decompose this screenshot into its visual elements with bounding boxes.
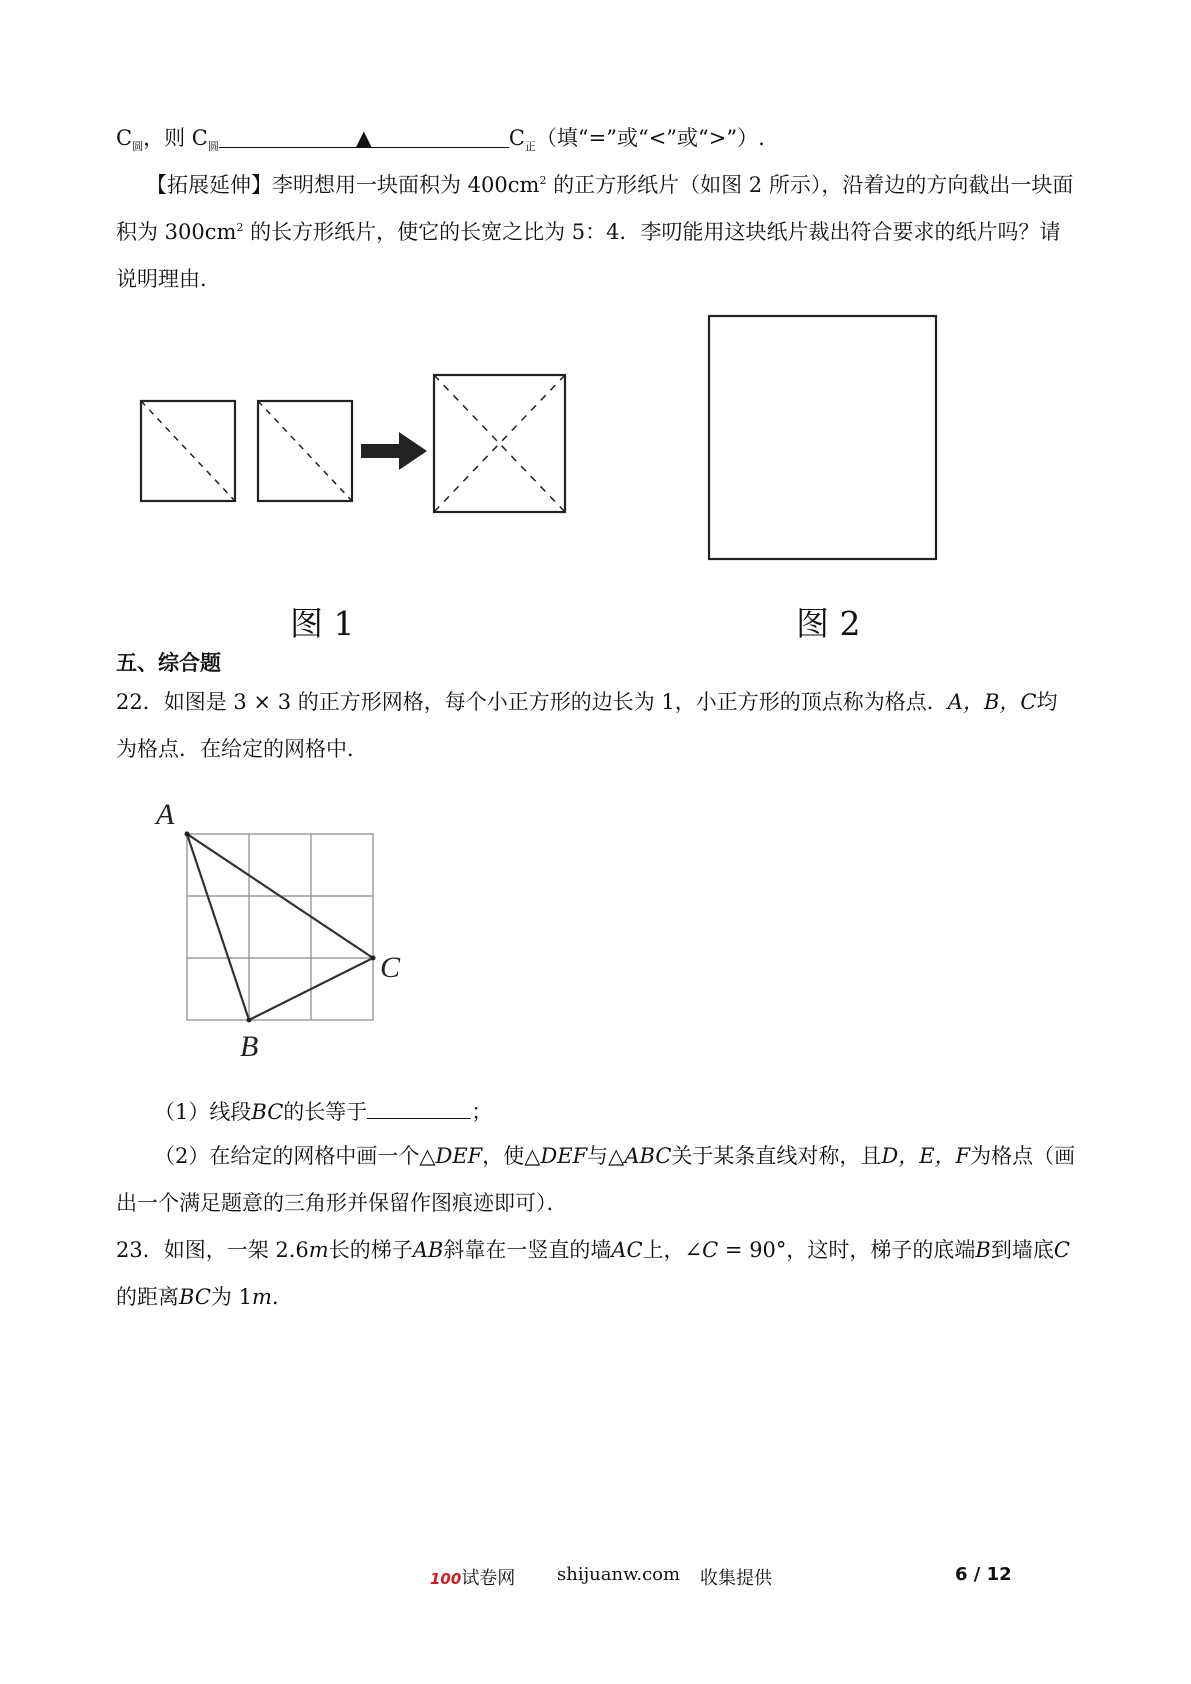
text-segment: （填“=”或“<”或“>”）. <box>535 126 765 150</box>
footer-provided: 收集提供 <box>700 1568 772 1589</box>
q22-part-2-line-2 <box>116 1188 568 1218</box>
text-segment: 斜靠在一竖直的墙 <box>443 1238 612 1262</box>
text-segment: ； <box>471 1100 493 1124</box>
triangle-marker-icon: ▲ <box>355 126 372 150</box>
subscript: 正 <box>524 140 536 153</box>
figure-2-caption: 图 2 <box>796 604 861 643</box>
text-segment: 积为 300cm <box>116 220 237 244</box>
math-text: m <box>251 1285 272 1309</box>
extension-title: 【拓展延伸】 <box>146 173 272 197</box>
q23-line-1 <box>116 1235 1070 1265</box>
text-segment: 关于某条直线对称，且 <box>671 1144 882 1168</box>
text-segment: = 90°，这时，梯子的底端 <box>718 1238 976 1262</box>
text-segment: ，使△ <box>482 1144 541 1168</box>
text-segment: 出一个满足题意的三角形并保留作图痕迹即可）． <box>116 1191 568 1215</box>
triangle-abc <box>187 834 373 1020</box>
math-text: A，B，C <box>947 690 1037 714</box>
text-segment: . <box>271 1285 279 1309</box>
q23-line-2 <box>116 1282 279 1312</box>
superscript: 2 <box>539 174 547 187</box>
text-segment: 的长等于 <box>283 1100 368 1124</box>
text-segment: 上，∠ <box>642 1238 703 1262</box>
math-text: DEF <box>540 1144 588 1168</box>
text-segment: 到墙底 <box>990 1238 1054 1262</box>
text-segment: 说明理由． <box>116 267 221 291</box>
text-segment: ，则 C <box>143 126 208 150</box>
site-name: 试卷网 <box>461 1568 516 1589</box>
grid-3x3 <box>187 834 373 1020</box>
point-b <box>247 1018 252 1023</box>
site-url[interactable]: shijuanw.com <box>557 1564 681 1585</box>
point-a <box>185 832 190 837</box>
text-segment: （2）在给定的网格中画一个△ <box>154 1144 436 1168</box>
text-segment: 为格点（画 <box>970 1144 1076 1168</box>
c-symbol: C <box>508 126 525 150</box>
figure-1 <box>141 375 565 512</box>
label-b: B <box>240 1030 259 1063</box>
figure-1-and-2 <box>0 0 1191 660</box>
q22-line-2 <box>116 734 368 764</box>
text-segment: （1）线段 <box>154 1100 252 1124</box>
text-segment: 长的梯子 <box>328 1238 413 1262</box>
superscript: 2 <box>236 221 244 234</box>
text-segment: 李明想用一块面积为 400cm <box>272 173 540 197</box>
text-segment: 与△ <box>587 1144 625 1168</box>
figure-1-caption: 图 1 <box>290 604 355 643</box>
q22-part-2-line-1 <box>154 1141 1075 1171</box>
answer-blank[interactable] <box>367 1094 471 1119</box>
point-c <box>371 956 376 961</box>
small-square-2 <box>258 401 352 501</box>
math-text: C <box>1053 1238 1070 1262</box>
grid-triangle-figure <box>0 780 460 1080</box>
q22-part-1 <box>154 1094 492 1127</box>
math-text: m <box>308 1238 329 1262</box>
label-c: C <box>380 951 401 984</box>
q22-line-1 <box>116 687 1057 717</box>
math-text: ABC <box>624 1144 672 1168</box>
text-segment: 23．如图，一架 2.6 <box>116 1238 309 1262</box>
right-arrow-icon <box>361 432 427 470</box>
label-a: A <box>156 798 175 831</box>
subscript: 圆 <box>207 140 219 153</box>
dashed-diagonal <box>141 401 235 501</box>
page-number: 6 / 12 <box>955 1564 1012 1585</box>
section-heading: 五、综合题 <box>116 651 221 675</box>
math-text: AC <box>611 1238 643 1262</box>
math-text: B <box>975 1238 991 1262</box>
text-segment: 为格点．在给定的网格中． <box>116 737 368 761</box>
math-text: DEF <box>435 1144 483 1168</box>
figure-2-square <box>709 316 936 559</box>
footer-brand <box>430 1564 515 1590</box>
math-text: BC <box>251 1100 284 1124</box>
site-logo-icon: 100 <box>430 1570 462 1588</box>
math-text: AB <box>412 1238 444 1262</box>
small-square-1 <box>141 401 235 501</box>
math-text: D，E，F <box>881 1144 971 1168</box>
text-segment: 22．如图是 3 × 3 的正方形网格，每个小正方形的边长为 1，小正方形的顶点称为格点． <box>116 690 948 714</box>
text-segment: 的距离 <box>116 1285 179 1309</box>
subscript: 圆 <box>132 140 144 153</box>
text-segment: 的长方形纸片，使它的长宽之比为 5：4．李叨能用这块纸片裁出符合要求的纸片吗？请 <box>243 220 1061 244</box>
text-segment: 的正方形纸片（如图 2 所示），沿着边的方向截出一块面 <box>546 173 1074 197</box>
dashed-diagonal <box>258 401 352 501</box>
text-segment: 均 <box>1036 690 1058 714</box>
text-segment: 为 1 <box>210 1285 252 1309</box>
c-symbol: C <box>116 126 133 150</box>
math-text: BC <box>179 1285 211 1309</box>
math-text: C <box>702 1238 719 1262</box>
